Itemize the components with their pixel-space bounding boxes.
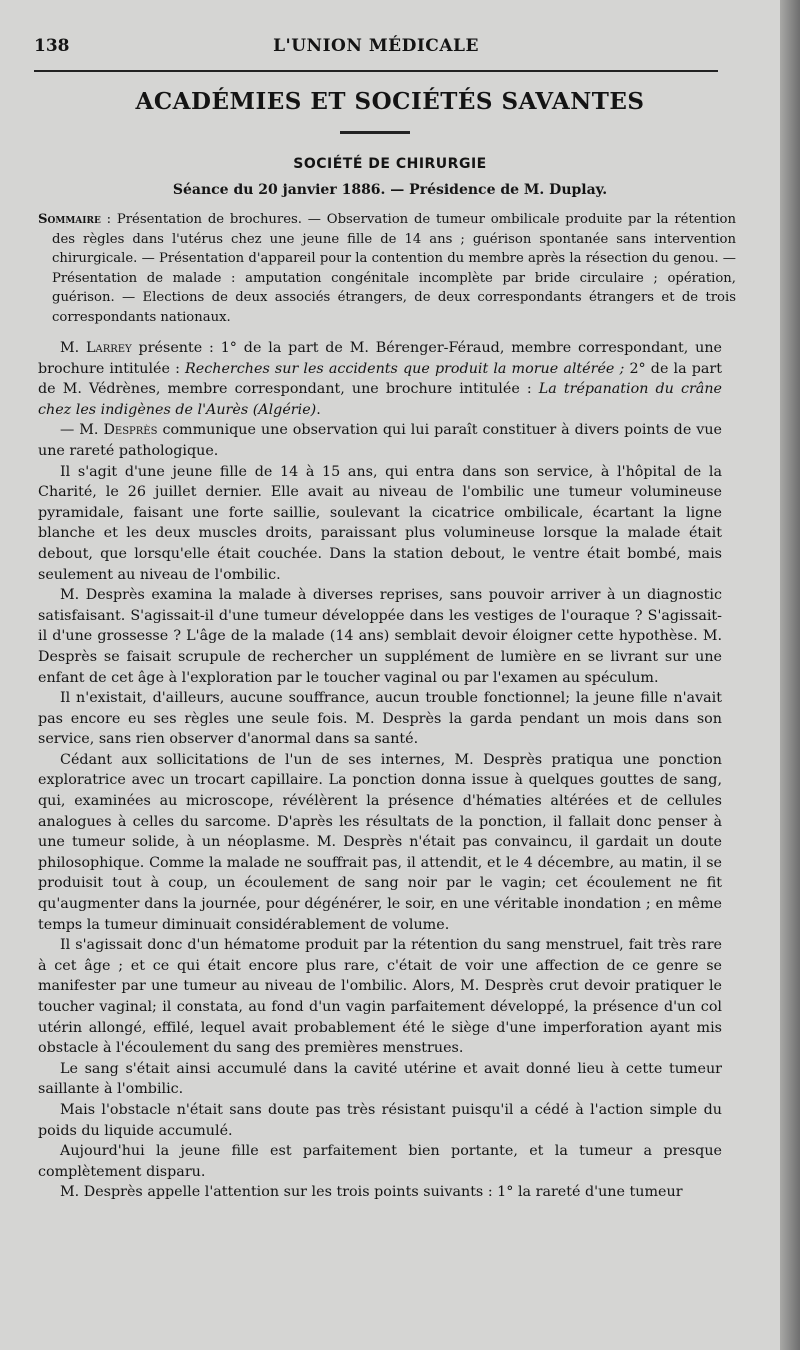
- page-edge-shadow: [780, 0, 800, 1350]
- summary-text: : Présentation de brochures. — Observation de tumeur ombilicale produite par la rétention des règles dans l'utérus chez une jeune fille de 14 ans ; guérison spontanée sans intervention chirurgicale. — Présentation d'appareil pour la contention du membre après la résection du genou. — Présentation de malade : amputation congénitale incomplète par bride circulaire ; opération, guérison. — Elections de deux associés étrangers, de deux correspondants étrangers et de trois correspondants nationaux.: [52, 212, 736, 325]
- p1-title-2: La trépanation du crâne chez les indigènes de l'Aurès (Algérie): [38, 381, 722, 418]
- p1-text-b: présente : 1° de la part de M. Bérenger-Féraud, membre correspondant, une brochure intitulée :: [38, 340, 722, 377]
- summary-lead: Sommaire: [38, 212, 101, 227]
- paragraph-9: Mais l'obstacle n'était sans doute pas très résistant puisqu'il a cédé à l'action simple du poids du liquide accumulé.: [38, 1101, 722, 1139]
- p1-text-d: .: [316, 401, 321, 418]
- p1-name: Larrey: [86, 340, 132, 356]
- p2-text-b: communique une observation qui lui paraît constituer à divers points de vue une rareté pathologique.: [38, 422, 722, 459]
- article-body: [38, 338, 722, 1203]
- paragraph-3: Il s'agit d'une jeune fille de 14 à 15 ans, qui entra dans son service, à l'hôpital de la Charité, le 26 juillet dernier. Elle avait au niveau de l'ombilic une tumeur volumineuse pyramidale, faisant une forte saillie, soulevant la cicatrice ombilicale, écartant la ligne blanche et les deux muscles droits, paraissant plus volumineuse lorsque la malade était debout, que lorsqu'elle était couchée. Dans la station debout, le ventre était bombé, mais seulement au niveau de l'ombilic.: [38, 463, 722, 583]
- paragraph-2: [38, 420, 722, 461]
- title-rule: [340, 131, 410, 134]
- paragraph-4: M. Desprès examina la malade à diverses reprises, sans pouvoir arriver à un diagnostic satisfaisant. S'agissait-il d'une tumeur développée dans les vestiges de l'ouraque ? S'agissait-il d'une grossesse ? L'âge de la malade (14 ans) semblait devoir éloigner cette hypothèse. M. Desprès se faisait scrupule de rechercher un supplément de lumière en se livrant sur une enfant de cet âge à l'exploration par le toucher vaginal ou par l'examen au spéculum.: [38, 587, 722, 686]
- society-heading: SOCIÉTÉ DE CHIRURGIE: [293, 156, 487, 172]
- p2-name: Desprès: [103, 422, 158, 439]
- paragraph-8: Le sang s'était ainsi accumulé dans la cavité utérine et avait donné lieu à cette tumeur saillante à l'ombilic.: [38, 1060, 722, 1098]
- page-header: [34, 36, 718, 72]
- paragraph-5: Il n'existait, d'ailleurs, aucune souffrance, aucun trouble fonctionnel; la jeune fille n'avait pas encore eu ses règles une seule fois. M. Desprès la garda pendant un mois dans son service, sans rien observer d'anormal dans sa santé.: [38, 690, 722, 748]
- paragraph-7: Il s'agissait donc d'un hématome produit par la rétention du sang menstruel, fait très rare à cet âge ; et ce qui était encore plus rare, c'était de voir une affection de ce genre se manifester par une tumeur au niveau de l'ombilic. Alors, M. Desprès crut devoir pratiquer le toucher vaginal; il constata, au fond d'un vagin parfaitement développé, la présence d'un col utérin allongé, effilé, lequel avait probablement été le siège d'une imperforation ayant mis obstacle à l'écoulement du sang des premières menstrues.: [38, 937, 722, 1057]
- page-number: 138: [34, 36, 70, 56]
- running-title: L'UNION MÉDICALE: [273, 36, 479, 56]
- paragraph-10: Aujourd'hui la jeune fille est parfaitement bien portante, et la tumeur a presque complètement disparu.: [38, 1143, 722, 1180]
- session-line: Séance du 20 janvier 1886. — Présidence de M. Duplay.: [172, 182, 608, 198]
- paragraph-6: Cédant aux sollicitations de l'un de ses internes, M. Desprès pratiqua une ponction exploratrice avec un trocart capillaire. La ponction donna issue à quelques gouttes de sang, qui, examinées au microscope, révélèrent la présence d'hématies altérées et de cellules analogues à celles du sarcome. D'après les résultats de la ponction, il fallait donc penser à une tumeur solide, à un néoplasme. M. Desprès n'était pas convaincu, il gardait un doute philosophique. Comme la malade ne souffrait pas, il attendit, et le 4 décembre, au matin, il se produisit tout à coup, un écoulement de sang noir par le vagin; cet écoulement ne fit qu'augmenter dans la journée, pour dégénérer, le soir, en une véritable inondation ; en même temps la tumeur diminuait considérablement de volume.: [38, 751, 722, 933]
- section-title: ACADÉMIES ET SOCIÉTÉS SAVANTES: [135, 88, 645, 115]
- paragraph-1: [38, 338, 722, 420]
- summary-block: [38, 210, 736, 327]
- p2-text-a: — M.: [60, 422, 104, 439]
- paragraph-11: M. Desprès appelle l'attention sur les trois points suivants : 1° la rareté d'une tumeur: [60, 1184, 683, 1201]
- p1-text-a: M.: [60, 340, 87, 356]
- p1-title-1: Recherches sur les accidents que produit la morue altérée ;: [185, 360, 625, 377]
- p1-text-c: 2° de la part de M. Védrènes, membre correspondant, une brochure intitulée :: [38, 360, 723, 398]
